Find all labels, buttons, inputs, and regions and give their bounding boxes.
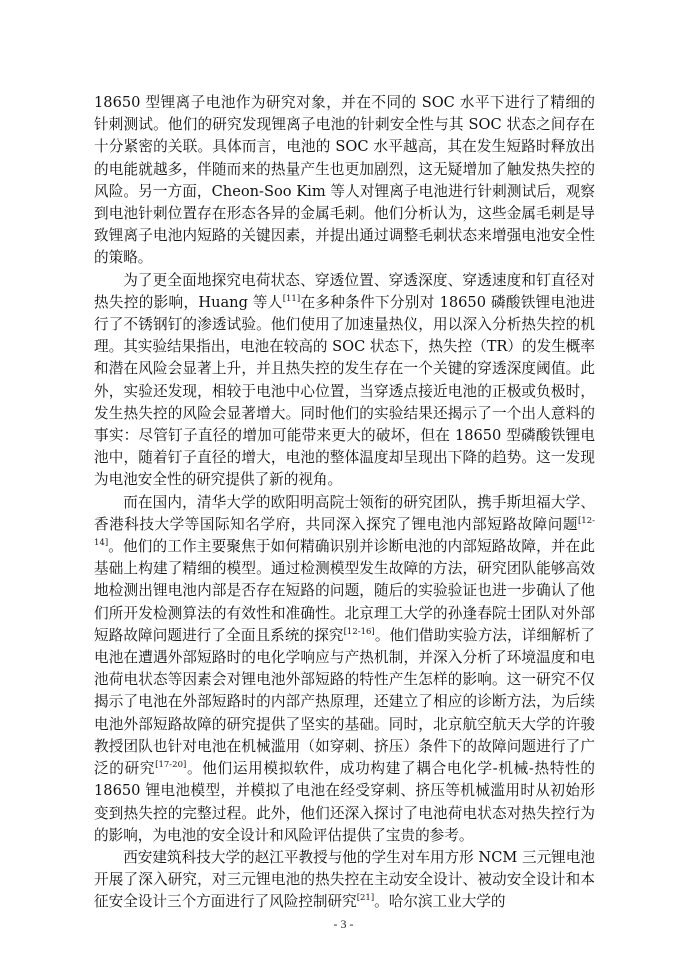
text-run: 西安建筑科技大学的赵江平教授与他的学生对车用方形 NCM 三元锂电池开展了深入研究，对三元锂电池的热失控在主动安全设计、被动安全设计和本征安全设计三个方面进行了风险控制研究 — [94, 848, 595, 911]
page-number: - 3 - — [333, 917, 354, 931]
citation-marker: [21] — [356, 893, 375, 904]
citation-marker: [11] — [282, 293, 301, 304]
text-run: 。他们运用模拟软件，成功构建了耦合电化学-机械-热特性的 18650 锂电池模型，并模拟了电池在经受穿刺、挤压等机械滥用时从初始形变到热失控的完整过程。此外，他们还深入探讨了电池荷电状态对热失控行为的影响，为电池的安全设计和风险评估提供了宝贵的参考。 — [94, 760, 595, 844]
body-text — [94, 92, 595, 914]
paragraph — [94, 270, 595, 492]
citation-marker: [17-20] — [155, 760, 187, 771]
text-run: 。他们的工作主要聚焦于如何精确识别并诊断电池的内部短路故障，并在此基础上构建了精细的模型。通过检测模型发生故障的方法，研究团队能够高效地检测出锂电池内部是否存在短路的问题，随后的实验验证也进一步确认了他们所开发检测算法的有效性和准确性。北京理工大学的孙逢春院士团队对外部短路故障问题进行了全面且系统的探究 — [94, 538, 595, 644]
text-run: 。哈尔滨工业大学的 — [374, 893, 506, 911]
text-run: 为了更全面地探究电荷状态、穿透位置、穿透深度、穿透速度和钉直径对热失控的影响，Huang 等人 — [94, 271, 595, 311]
paragraph — [94, 92, 595, 270]
paragraph — [94, 847, 595, 914]
citation-marker: [12-16] — [343, 626, 375, 637]
text-run: 。他们借助实验方法，详细解析了电池在遭遇外部短路时的电化学响应与产热机制，并深入分析了环境温度和电池荷电状态等因素会对锂电池外部短路的特性产生怎样的影响。这一研究不仅揭示了电池在外部短路时的内部产热原理，还建立了相应的诊断方法，为后续电池外部短路故障的研究提供了坚实的基础。同时，北京航空航天大学的许骏教授团队也针对电池在机械滥用（如穿刺、挤压）条件下的故障问题进行了广泛的研究 — [94, 626, 595, 778]
paragraph — [94, 492, 595, 847]
text-run: 在多种条件下分别对 18650 磷酸铁锂电池进行了不锈钢钉的渗透试验。他们使用了加速量热仪，用以深入分析热失控的机理。其实验结果指出，电池在较高的 SOC 状态下，热失控（TR）的发生概率和潜在风险会显著上升，并且热失控的发生存在一个关键的穿透深度阈值。此外，实验还发现，相较于电池中心位置，当穿透点接近电池的正极或负极时，发生热失控的风险会显著增大。同时他们的实验结果还揭示了一个出人意料的事实：尽管钉子直径的增加可能带来更大的破坏，但在 18650 型磷酸铁锂电池中，随着钉子直径的增大，电池的整体温度却呈现出下降的趋势。这一发现为电池安全性的研究提供了新的视角。 — [94, 293, 595, 489]
text-run: 而在国内，清华大学的欧阳明高院士领衔的研究团队，携手斯坦福大学、香港科技大学等国际知名学府，共同深入探究了锂电池内部短路故障问题 — [94, 493, 595, 533]
citation-marker: [12-14] — [94, 515, 595, 549]
text-run: 18650 型锂离子电池作为研究对象，并在不同的 SOC 水平下进行了精细的针刺测试。他们的研究发现锂离子电池的针刺安全性与其 SOC 状态之间存在十分紧密的关联。具体而言，电池的 SOC 水平越高，其在发生短路时释放出的电能就越多，伴随而来的热量产生也更加剧烈，这无疑增加了触发热失控的风险。另一方面，Cheon-Soo Kim 等人对锂离子电池进行针刺测试后，观察到电池针刺位置存在形态各异的金属毛刺。他们分析认为，这些金属毛刺是导致锂离子电池内短路的关键因素，并提出通过调整毛刺状态来增强电池安全性的策略。 — [94, 94, 595, 267]
